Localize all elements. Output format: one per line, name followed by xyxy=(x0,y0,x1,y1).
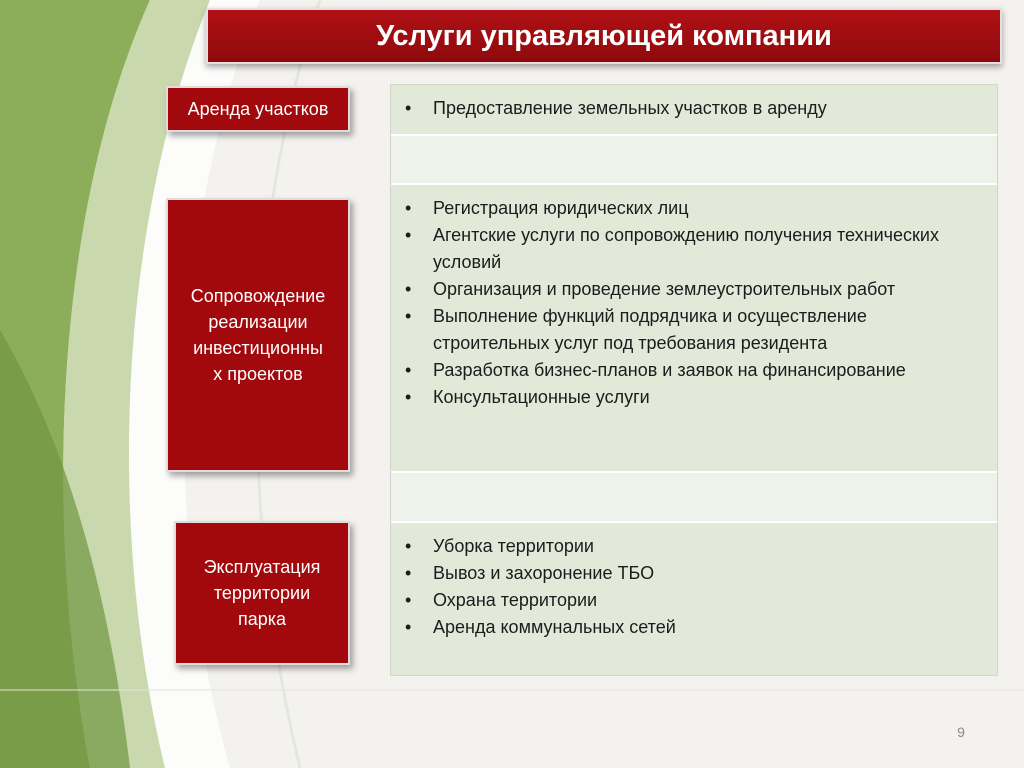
list-item: • Аренда коммунальных сетей xyxy=(433,614,983,641)
services-list xyxy=(391,185,997,411)
label-line: Аренда участков xyxy=(187,99,329,119)
list-item: • Консультационные услуги xyxy=(433,384,983,411)
list-item: • Агентские услуги по сопровождению получения технических условий xyxy=(433,222,983,276)
label-line: инвестиционны xyxy=(193,338,323,358)
list-item: • Регистрация юридических лиц xyxy=(433,195,983,222)
services-row-land xyxy=(391,85,997,136)
list-item: • Охрана территории xyxy=(433,587,983,614)
services-table xyxy=(390,84,998,676)
list-item: • Вывоз и захоронение ТБО xyxy=(433,560,983,587)
list-item: • Выполнение функций подрядчика и осуществление строительных услуг под требования резидента xyxy=(433,303,983,357)
label-investment-support xyxy=(166,198,350,472)
label-line: реализации xyxy=(208,312,308,332)
label-line: х проектов xyxy=(213,364,303,384)
services-row-operation xyxy=(391,523,997,675)
services-list xyxy=(391,523,997,641)
table-spacer-row xyxy=(391,136,997,185)
label-line: Сопровождение xyxy=(190,286,326,306)
label-line: Эксплуатация xyxy=(203,557,321,577)
list-item: • Разработка бизнес-планов и заявок на финансирование xyxy=(433,357,983,384)
label-park-operation xyxy=(174,521,350,665)
table-spacer-row xyxy=(391,473,997,523)
list-item: • Предоставление земельных участков в аренду xyxy=(433,95,983,122)
label-land-rental xyxy=(166,86,350,132)
label-line: территории xyxy=(213,583,311,603)
services-row-investment xyxy=(391,185,997,473)
label-line: парка xyxy=(237,609,287,629)
page-number: 9 xyxy=(957,724,965,740)
list-item: • Организация и проведение землеустроительных работ xyxy=(433,276,983,303)
services-list xyxy=(391,85,997,122)
slide-title: Услуги управляющей компании xyxy=(206,8,1002,64)
list-item: • Уборка территории xyxy=(433,533,983,560)
